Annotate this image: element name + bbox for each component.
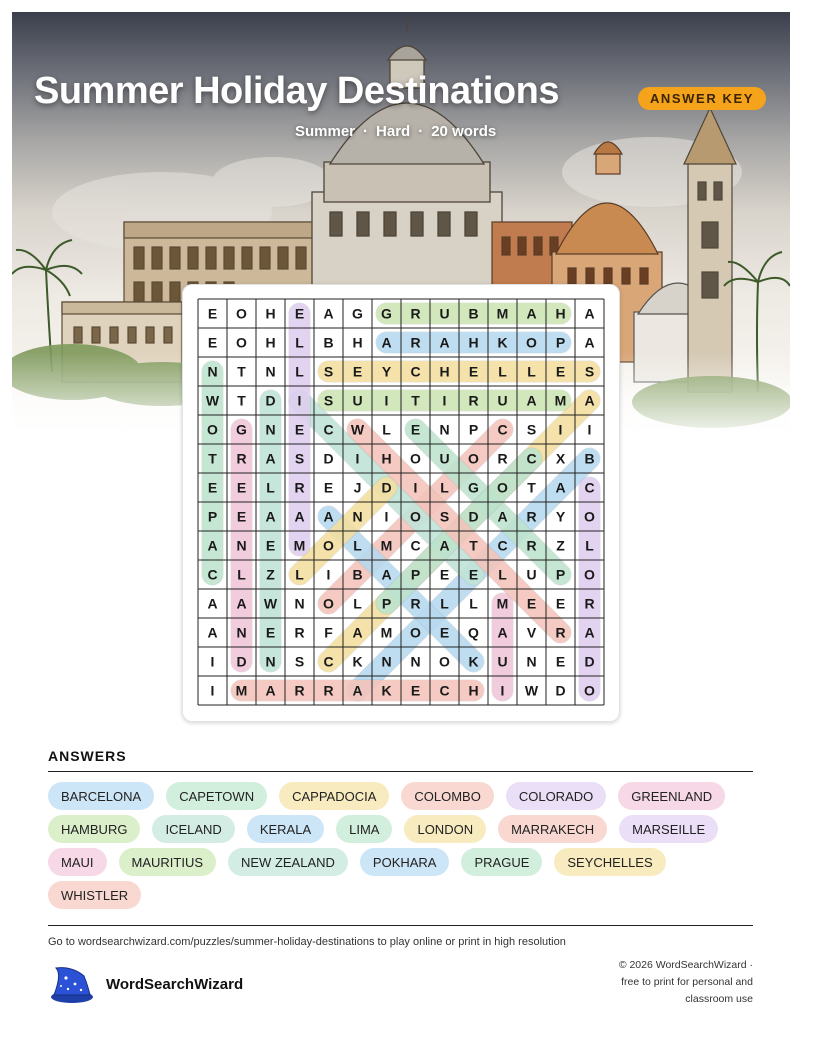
answer-chip: LONDON bbox=[404, 815, 486, 843]
grid-letter: S bbox=[526, 421, 537, 438]
grid-letter: O bbox=[323, 595, 334, 612]
grid-letter: K bbox=[352, 653, 363, 670]
grid-letter: L bbox=[353, 595, 362, 612]
grid-letter: I bbox=[587, 421, 592, 438]
grid-letter: R bbox=[410, 334, 421, 351]
grid-letter: U bbox=[439, 450, 450, 467]
grid-letter: W bbox=[205, 392, 220, 409]
word-count-label: 20 words bbox=[431, 123, 497, 140]
grid-letter: T bbox=[527, 479, 536, 496]
grid-letter: N bbox=[410, 653, 421, 670]
grid-letter: E bbox=[236, 508, 247, 525]
grid-letter: D bbox=[468, 508, 479, 525]
grid-letter: E bbox=[439, 624, 450, 641]
grid-letter: C bbox=[207, 566, 218, 583]
grid-letter: O bbox=[584, 566, 595, 583]
grid-letter: M bbox=[380, 624, 393, 641]
grid-letter: H bbox=[381, 450, 392, 467]
answer-chip: MARRAKECH bbox=[498, 815, 607, 843]
grid-letter: N bbox=[439, 421, 450, 438]
grid-lines bbox=[198, 299, 604, 705]
grid-letter: K bbox=[497, 334, 508, 351]
grid-letter: R bbox=[497, 450, 508, 467]
grid-letter: U bbox=[497, 653, 508, 670]
grid-letter: O bbox=[410, 508, 421, 525]
grid-letter: U bbox=[526, 566, 537, 583]
grid-letter: C bbox=[410, 363, 421, 380]
grid-letter: A bbox=[265, 450, 276, 467]
grid-letter: M bbox=[235, 682, 248, 699]
divider bbox=[48, 925, 753, 926]
answers-heading: ANSWERS bbox=[48, 748, 127, 764]
grid-letter: O bbox=[323, 537, 334, 554]
divider bbox=[48, 771, 753, 772]
grid-letter: O bbox=[497, 479, 508, 496]
answer-chip: WHISTLER bbox=[48, 881, 141, 909]
grid-letter: A bbox=[439, 334, 450, 351]
grid-letter: B bbox=[352, 566, 363, 583]
grid-letter: S bbox=[323, 392, 334, 409]
puzzle-meta bbox=[295, 123, 496, 140]
grid-letter: A bbox=[265, 508, 276, 525]
grid-letter: T bbox=[469, 537, 478, 554]
grid-letter: E bbox=[468, 566, 479, 583]
grid-letter: A bbox=[584, 305, 595, 322]
grid-letter: A bbox=[497, 624, 508, 641]
grid-letter: P bbox=[555, 566, 566, 583]
grid-letter: L bbox=[585, 537, 594, 554]
grid-letter: C bbox=[497, 421, 508, 438]
grid-letter: A bbox=[555, 479, 566, 496]
grid-letter: I bbox=[326, 566, 331, 583]
grid-letter: L bbox=[266, 479, 275, 496]
grid-letter: A bbox=[381, 334, 392, 351]
grid-letter: I bbox=[355, 450, 360, 467]
grid-letter: H bbox=[468, 682, 479, 699]
answer-chip: POKHARA bbox=[360, 848, 450, 876]
grid-letter: D bbox=[584, 653, 595, 670]
grid-letter: I bbox=[384, 392, 389, 409]
answer-chip: COLORADO bbox=[506, 782, 606, 810]
grid-letter: S bbox=[584, 363, 595, 380]
puzzle-title: Summer Holiday Destinations bbox=[34, 70, 559, 112]
grid-letter: E bbox=[294, 421, 305, 438]
grid-letter: L bbox=[527, 363, 536, 380]
grid-letter: R bbox=[294, 682, 305, 699]
grid-letter: A bbox=[323, 508, 334, 525]
grid-letter: X bbox=[555, 450, 566, 467]
grid-letter: N bbox=[265, 363, 276, 380]
grid-letter: A bbox=[584, 624, 595, 641]
grid-letter: O bbox=[410, 624, 421, 641]
theme-label: Summer bbox=[295, 123, 356, 140]
grid-letter: Y bbox=[381, 363, 392, 380]
copyright-notice bbox=[573, 957, 753, 1008]
grid-letter: W bbox=[263, 595, 278, 612]
copyright-line: © 2026 WordSearchWizard · bbox=[618, 959, 753, 971]
grid-letter: N bbox=[352, 508, 363, 525]
grid-letter: I bbox=[500, 682, 505, 699]
brand bbox=[48, 964, 243, 1004]
answer-chip: BARCELONA bbox=[48, 782, 154, 810]
grid-letter: M bbox=[380, 537, 393, 554]
grid-letter: N bbox=[294, 595, 305, 612]
grid-letter: R bbox=[410, 595, 421, 612]
grid-letter: D bbox=[381, 479, 392, 496]
grid-letter: F bbox=[324, 624, 333, 641]
answer-chip: MAUI bbox=[48, 848, 107, 876]
grid-letter: C bbox=[584, 479, 595, 496]
answer-chip: COLOMBO bbox=[401, 782, 493, 810]
grid-letter: W bbox=[524, 682, 539, 699]
grid-letter: N bbox=[526, 653, 537, 670]
copyright-line: classroom use bbox=[685, 993, 753, 1005]
grid-letter: M bbox=[554, 392, 567, 409]
grid-letter: R bbox=[294, 479, 305, 496]
grid-letter: R bbox=[236, 450, 247, 467]
grid-letter: T bbox=[237, 363, 246, 380]
difficulty-label: Hard bbox=[376, 123, 411, 140]
grid-letter: P bbox=[207, 508, 218, 525]
separator-dot: · bbox=[363, 123, 369, 140]
grid-letter: O bbox=[584, 508, 595, 525]
grid-letter: H bbox=[468, 334, 479, 351]
grid-letter: O bbox=[236, 334, 247, 351]
grid-letter: L bbox=[498, 566, 507, 583]
grid-letter: E bbox=[207, 479, 218, 496]
grid-letter: A bbox=[323, 305, 334, 322]
grid-letter: E bbox=[526, 595, 537, 612]
grid-letter: C bbox=[323, 421, 334, 438]
answer-chip: CAPPADOCIA bbox=[279, 782, 389, 810]
grid-letter: T bbox=[411, 392, 420, 409]
grid-letter: E bbox=[410, 682, 421, 699]
answer-word-list bbox=[48, 782, 753, 909]
grid-letter: S bbox=[294, 653, 305, 670]
grid-letter: T bbox=[237, 392, 246, 409]
grid-letter: C bbox=[439, 682, 450, 699]
grid-letter: I bbox=[413, 479, 418, 496]
grid-letter: N bbox=[236, 624, 247, 641]
answer-chip: ICELAND bbox=[152, 815, 234, 843]
grid-letter: B bbox=[468, 305, 479, 322]
grid-letter: E bbox=[410, 421, 421, 438]
grid-letter: D bbox=[265, 392, 276, 409]
grid-letter: C bbox=[410, 537, 421, 554]
grid-letter: D bbox=[555, 682, 566, 699]
grid-letter: N bbox=[236, 537, 247, 554]
grid-letter: A bbox=[352, 624, 363, 641]
grid-letter: R bbox=[584, 595, 595, 612]
grid-letter: P bbox=[410, 566, 421, 583]
answer-chip: CAPETOWN bbox=[166, 782, 267, 810]
grid-letter: D bbox=[323, 450, 334, 467]
grid-letter: P bbox=[381, 595, 392, 612]
grid-letter: S bbox=[294, 450, 305, 467]
grid-letter: E bbox=[468, 363, 479, 380]
grid-letter: S bbox=[439, 508, 450, 525]
grid-letter: L bbox=[498, 363, 507, 380]
grid-letter: R bbox=[526, 537, 537, 554]
answer-key-badge: ANSWER KEY bbox=[638, 87, 766, 110]
grid-letter: D bbox=[236, 653, 247, 670]
grid-letter: G bbox=[381, 305, 392, 322]
grid-letter: T bbox=[208, 450, 217, 467]
answer-chip: KERALA bbox=[247, 815, 324, 843]
grid-letter: R bbox=[410, 305, 421, 322]
grid-letter: L bbox=[440, 595, 449, 612]
copyright-line: free to print for personal and bbox=[621, 976, 753, 988]
grid-letter: L bbox=[237, 566, 246, 583]
grid-letter: L bbox=[295, 363, 304, 380]
grid-letter: E bbox=[323, 479, 334, 496]
grid-letter: A bbox=[526, 305, 537, 322]
grid-letter: N bbox=[265, 653, 276, 670]
grid-letter: E bbox=[236, 479, 247, 496]
play-online-link[interactable]: Go to wordsearchwizard.com/puzzles/summer-holiday-destinations to play online or print in high resolution bbox=[48, 936, 566, 948]
grid-letter: A bbox=[352, 682, 363, 699]
grid-letter: E bbox=[555, 653, 566, 670]
grid-letter: L bbox=[469, 595, 478, 612]
grid-letter: B bbox=[584, 450, 595, 467]
grid-letter: A bbox=[526, 392, 537, 409]
grid-letter: W bbox=[350, 421, 365, 438]
grid-letter: A bbox=[584, 392, 595, 409]
grid-letter: E bbox=[555, 363, 566, 380]
grid-letter: A bbox=[294, 508, 305, 525]
grid-letter: G bbox=[352, 305, 363, 322]
answer-chip: GREENLAND bbox=[618, 782, 725, 810]
grid-letter: I bbox=[442, 392, 447, 409]
answer-chip: MARSEILLE bbox=[619, 815, 718, 843]
grid-letter: B bbox=[323, 334, 334, 351]
grid-letter: Q bbox=[468, 624, 479, 641]
grid-letter: N bbox=[381, 653, 392, 670]
grid-letter: E bbox=[265, 624, 276, 641]
grid-letter: O bbox=[468, 450, 479, 467]
grid-letter: U bbox=[497, 392, 508, 409]
grid-letter: I bbox=[558, 421, 563, 438]
grid-letter: U bbox=[439, 305, 450, 322]
grid-letter: L bbox=[295, 334, 304, 351]
grid-letter: O bbox=[207, 421, 218, 438]
grid-letter: G bbox=[468, 479, 479, 496]
answer-chip: LIMA bbox=[336, 815, 392, 843]
answer-chip: NEW ZEALAND bbox=[228, 848, 348, 876]
grid-letter: E bbox=[555, 595, 566, 612]
grid-letter: O bbox=[236, 305, 247, 322]
grid-letter: E bbox=[207, 305, 218, 322]
grid-letter: Y bbox=[555, 508, 566, 525]
grid-letter: R bbox=[468, 392, 479, 409]
grid-letter: R bbox=[323, 682, 334, 699]
grid-letter: V bbox=[526, 624, 537, 641]
answer-chip: HAMBURG bbox=[48, 815, 140, 843]
grid-letter: O bbox=[584, 682, 595, 699]
grid-letter: O bbox=[526, 334, 537, 351]
grid-letter: P bbox=[468, 421, 479, 438]
grid-letter: I bbox=[210, 653, 215, 670]
answer-chip: MAURITIUS bbox=[119, 848, 217, 876]
grid-letter: A bbox=[381, 566, 392, 583]
grid-letter: H bbox=[265, 334, 276, 351]
separator-dot: · bbox=[418, 123, 424, 140]
grid-letter: A bbox=[584, 334, 595, 351]
grid-letter: N bbox=[207, 363, 218, 380]
brand-name: WordSearchWizard bbox=[106, 975, 244, 993]
grid-letter: N bbox=[265, 421, 276, 438]
grid-letter: Z bbox=[556, 537, 565, 554]
grid-letter: R bbox=[294, 624, 305, 641]
grid-letter: S bbox=[323, 363, 334, 380]
grid-letter: E bbox=[265, 537, 276, 554]
grid-letter: E bbox=[352, 363, 363, 380]
grid-letter: A bbox=[497, 508, 508, 525]
grid-letter: O bbox=[439, 653, 450, 670]
grid-letter: M bbox=[496, 595, 509, 612]
grid-letter: A bbox=[207, 537, 218, 554]
grid-letter: M bbox=[293, 537, 306, 554]
grid-letter: J bbox=[353, 479, 362, 496]
grid-letter: R bbox=[555, 624, 566, 641]
grid-letter: H bbox=[555, 305, 566, 322]
grid-letter: L bbox=[440, 479, 449, 496]
grid-letter: A bbox=[236, 595, 247, 612]
grid-letter: H bbox=[352, 334, 363, 351]
grid-letter: G bbox=[236, 421, 247, 438]
grid-letter: H bbox=[439, 363, 450, 380]
grid-letter: E bbox=[294, 305, 305, 322]
grid-letter: A bbox=[207, 595, 218, 612]
grid-letter: L bbox=[382, 421, 391, 438]
grid-letter: U bbox=[352, 392, 363, 409]
grid-letter: A bbox=[439, 537, 450, 554]
grid-letter: K bbox=[381, 682, 392, 699]
grid-letter: A bbox=[207, 624, 218, 641]
grid-letter: H bbox=[265, 305, 276, 322]
grid-letter: O bbox=[410, 450, 421, 467]
grid-letter: L bbox=[353, 537, 362, 554]
grid-letter: M bbox=[496, 305, 509, 322]
grid-letter: A bbox=[265, 682, 276, 699]
grid-letter: I bbox=[384, 508, 389, 525]
answer-chip: PRAGUE bbox=[461, 848, 542, 876]
grid-letter: C bbox=[497, 537, 508, 554]
grid-letter: C bbox=[323, 653, 334, 670]
grid-letter: Z bbox=[266, 566, 275, 583]
grid-letter: E bbox=[207, 334, 218, 351]
wizard-hat-icon bbox=[48, 964, 94, 1004]
grid-letter: I bbox=[210, 682, 215, 699]
word-search-grid bbox=[196, 297, 606, 707]
grid-letter: I bbox=[297, 392, 302, 409]
grid-letter: R bbox=[526, 508, 537, 525]
answer-chip: SEYCHELLES bbox=[554, 848, 665, 876]
grid-letter: C bbox=[526, 450, 537, 467]
grid-letter: L bbox=[295, 566, 304, 583]
grid-letter: K bbox=[468, 653, 479, 670]
grid-letter: P bbox=[555, 334, 566, 351]
grid-letter: E bbox=[439, 566, 450, 583]
